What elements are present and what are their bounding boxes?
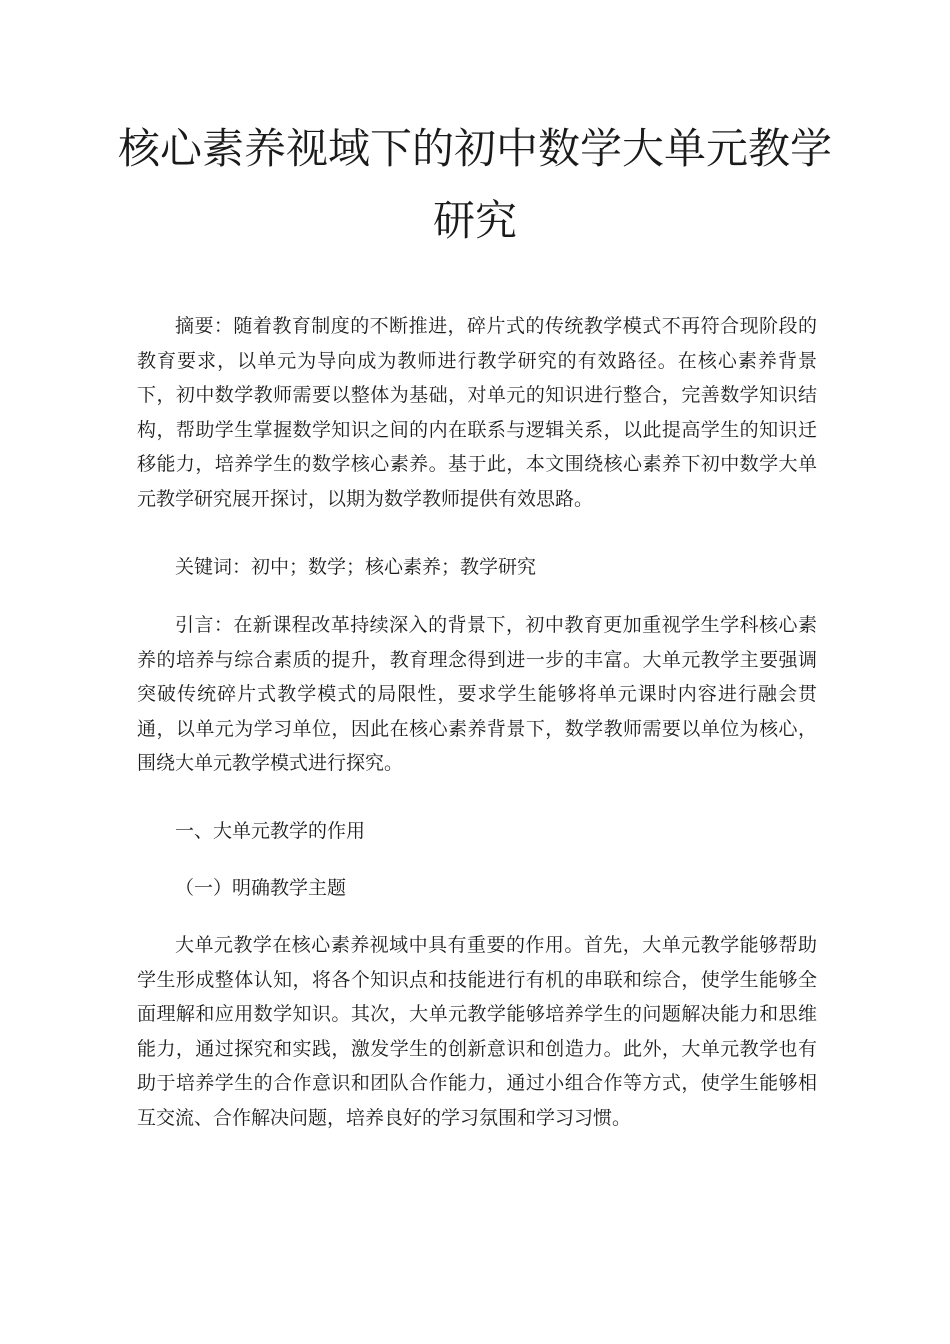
subsection-body-paragraph: 大单元教学在核心素养视域中具有重要的作用。首先，大单元教学能够帮助学生形成整体认知，将各个知识点和技能进行有机的串联和综合，使学生能够全面理解和应用数学知识。其次，大单元教学能够培养学生的问题解决能力和思维能力，通过探究和实践，激发学生的创新意识和创造力。此外，大单元教学也有助于培养学生的合作意识和团队合作能力，通过小组合作等方式，使学生能够相互交流、合作解决问题，培养良好的学习氛围和学习习惯。 [137, 934, 817, 1129]
subsection-heading: （一）明确教学主题 [175, 877, 347, 899]
introduction-paragraph: 引言：在新课程改革持续深入的背景下，初中教育更加重视学生学科核心素养的培养与综合素质的提升，教育理念得到进一步的丰富。大单元教学主要强调突破传统碎片式教学模式的局限性，要求学生能够将单元课时内容进行融会贯通，以单元为学习单位，因此在核心素养背景下，数学教师需要以单位为核心，围绕大单元教学模式进行探究。 [137, 614, 817, 774]
document-title-line-2: 研究 [432, 196, 517, 245]
keywords-line: 关键词：初中；数学；核心素养；教学研究 [175, 556, 537, 578]
abstract-paragraph: 摘要：随着教育制度的不断推进，碎片式的传统教学模式不再符合现阶段的教育要求，以单元为导向成为教师进行教学研究的有效路径。在核心素养背景下，初中数学教师需要以整体为基础，对单元的知识进行整合，完善数学知识结构，帮助学生掌握数学知识之间的内在联系与逻辑关系，以此提高学生的知识迁移能力，培养学生的数学核心素养。基于此，本文围绕核心素养下初中数学大单元教学研究展开探讨，以期为数学教师提供有效思路。 [137, 315, 817, 510]
section-heading: 一、大单元教学的作用 [175, 820, 366, 842]
document-title-line-1: 核心素养视域下的初中数学大单元教学 [117, 124, 832, 173]
